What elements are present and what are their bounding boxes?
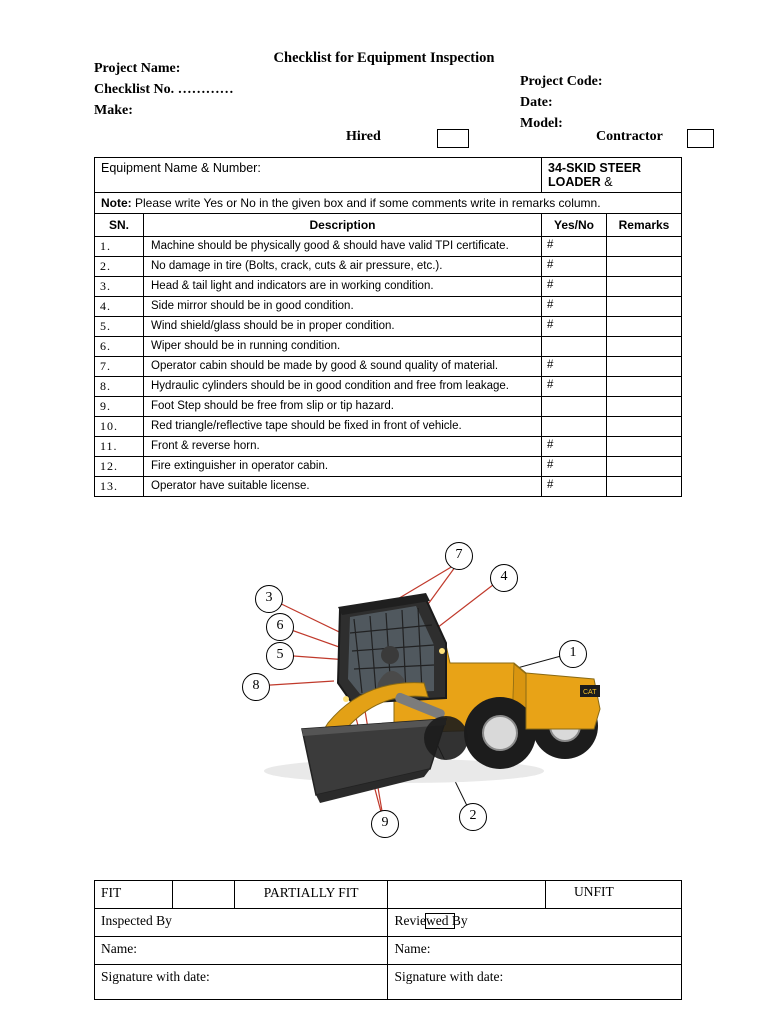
note-prefix: Note: — [101, 196, 132, 210]
model-field: Model: — [520, 116, 563, 131]
equipment-value-tail: & — [604, 175, 613, 189]
date-field: Date: — [520, 95, 553, 110]
row-description: Machine should be physically good & should have valid TPI certificate. — [144, 237, 542, 257]
row-remarks[interactable] — [607, 257, 682, 277]
row-yesno[interactable] — [542, 417, 607, 437]
table-body — [95, 237, 682, 497]
row-remarks[interactable] — [607, 397, 682, 417]
equipment-value — [542, 158, 682, 193]
row-sn: 8. — [95, 377, 144, 397]
row-sn: 12. — [95, 457, 144, 477]
row-description: Side mirror should be in good condition. — [144, 297, 542, 317]
signature-right-field[interactable]: Signature with date: — [388, 965, 682, 1000]
row-description: Red triangle/reflective tape should be fixed in front of vehicle. — [144, 417, 542, 437]
row-sn: 4. — [95, 297, 144, 317]
header-right-fields — [520, 71, 603, 134]
table-header-row — [95, 214, 682, 237]
row-sn: 1. — [95, 237, 144, 257]
col-header-yesno: Yes/No — [542, 214, 607, 237]
callout-3: 3 — [255, 585, 283, 613]
table-row — [95, 377, 682, 397]
table-row — [95, 357, 682, 377]
row-yesno[interactable]: # — [542, 277, 607, 297]
row-yesno[interactable]: # — [542, 317, 607, 337]
table-row — [95, 257, 682, 277]
table-row — [95, 437, 682, 457]
svg-text:CAT: CAT — [583, 689, 597, 696]
note-text: Please write Yes or No in the given box and if some comments write in remarks column. — [131, 196, 601, 210]
col-header-description: Description — [144, 214, 542, 237]
row-sn: 5. — [95, 317, 144, 337]
row-yesno[interactable]: # — [542, 237, 607, 257]
row-sn: 10. — [95, 417, 144, 437]
row-remarks[interactable] — [607, 277, 682, 297]
callout-7: 7 — [445, 542, 473, 570]
inspected-by-label: Inspected By — [95, 909, 388, 937]
row-description: Front & reverse horn. — [144, 437, 542, 457]
row-yesno[interactable]: # — [542, 297, 607, 317]
col-header-remarks: Remarks — [607, 214, 682, 237]
table-row — [95, 477, 682, 497]
row-remarks[interactable] — [607, 297, 682, 317]
row-sn: 11. — [95, 437, 144, 457]
signature-row — [95, 965, 682, 1000]
skid-steer-loader-image — [94, 533, 682, 853]
equipment-diagram — [94, 533, 682, 853]
row-remarks[interactable] — [607, 477, 682, 497]
row-sn: 7. — [95, 357, 144, 377]
unfit-label: UNFIT — [574, 884, 614, 899]
row-remarks[interactable] — [607, 377, 682, 397]
header-left-fields — [94, 58, 234, 121]
row-yesno[interactable]: # — [542, 477, 607, 497]
row-sn: 2. — [95, 257, 144, 277]
row-yesno[interactable]: # — [542, 437, 607, 457]
hired-checkbox[interactable] — [437, 129, 469, 148]
row-yesno[interactable]: # — [542, 257, 607, 277]
callout-1: 1 — [559, 640, 587, 668]
row-yesno[interactable]: # — [542, 357, 607, 377]
callout-9: 9 — [371, 810, 399, 838]
row-yesno[interactable] — [542, 397, 607, 417]
equipment-label: Equipment Name & Number: — [95, 158, 542, 193]
table-row — [95, 457, 682, 477]
row-description: No damage in tire (Bolts, crack, cuts & air pressure, etc.). — [144, 257, 542, 277]
reviewed-by-checkbox[interactable] — [425, 913, 455, 929]
row-remarks[interactable] — [607, 337, 682, 357]
equipment-value-bold: 34-SKID STEER LOADER — [548, 161, 642, 189]
note-row — [95, 193, 682, 214]
col-header-sn: SN. — [95, 214, 144, 237]
partially-fit-checkbox[interactable] — [388, 881, 546, 909]
inspected-reviewed-row — [95, 909, 682, 937]
contractor-checkbox[interactable] — [687, 129, 714, 148]
row-description: Operator cabin should be made by good & sound quality of material. — [144, 357, 542, 377]
equipment-row — [95, 158, 682, 193]
name-left-field[interactable]: Name: — [95, 937, 388, 965]
row-description: Head & tail light and indicators are in working condition. — [144, 277, 542, 297]
reviewed-by-label: Reviewed By — [388, 909, 682, 937]
checklist-no-field: Checklist No. ………… — [94, 82, 234, 97]
row-sn: 3. — [95, 277, 144, 297]
row-yesno[interactable]: # — [542, 377, 607, 397]
row-yesno[interactable] — [542, 337, 607, 357]
project-code-field: Project Code: — [520, 74, 603, 89]
row-description: Fire extinguisher in operator cabin. — [144, 457, 542, 477]
row-description: Wiper should be in running condition. — [144, 337, 542, 357]
row-remarks[interactable] — [607, 237, 682, 257]
table-row — [95, 417, 682, 437]
checklist-table — [94, 157, 682, 497]
row-sn: 9. — [95, 397, 144, 417]
row-remarks[interactable] — [607, 417, 682, 437]
row-sn: 6. — [95, 337, 144, 357]
row-remarks[interactable] — [607, 357, 682, 377]
name-row — [95, 937, 682, 965]
signature-left-field[interactable]: Signature with date: — [95, 965, 388, 1000]
callout-6: 6 — [266, 613, 294, 641]
row-remarks[interactable] — [607, 457, 682, 477]
table-row — [95, 297, 682, 317]
table-row — [95, 237, 682, 257]
name-right-field[interactable]: Name: — [388, 937, 682, 965]
row-remarks[interactable] — [607, 317, 682, 337]
project-name-field: Project Name: — [94, 61, 181, 76]
row-description: Foot Step should be free from slip or tip hazard. — [144, 397, 542, 417]
callout-2: 2 — [459, 803, 487, 831]
make-field: Make: — [94, 103, 133, 118]
table-row — [95, 397, 682, 417]
hired-contractor-row — [0, 129, 768, 151]
fit-checkbox[interactable] — [173, 881, 234, 909]
table-row — [95, 317, 682, 337]
contractor-label: Contractor — [596, 129, 663, 144]
hired-label: Hired — [346, 129, 381, 144]
row-description: Hydraulic cylinders should be in good condition and free from leakage. — [144, 377, 542, 397]
page-title: Checklist for Equipment Inspection — [273, 50, 495, 66]
table-row — [95, 277, 682, 297]
row-description: Wind shield/glass should be in proper condition. — [144, 317, 542, 337]
row-remarks[interactable] — [607, 437, 682, 457]
callout-5: 5 — [266, 642, 294, 670]
note-cell — [95, 193, 682, 214]
callout-8: 8 — [242, 673, 270, 701]
partially-fit-label: PARTIALLY FIT — [234, 881, 388, 909]
row-sn: 13. — [95, 477, 144, 497]
fit-label: FIT — [95, 881, 173, 909]
row-description: Operator have suitable license. — [144, 477, 542, 497]
row-yesno[interactable]: # — [542, 457, 607, 477]
callout-4: 4 — [490, 564, 518, 592]
table-row — [95, 337, 682, 357]
